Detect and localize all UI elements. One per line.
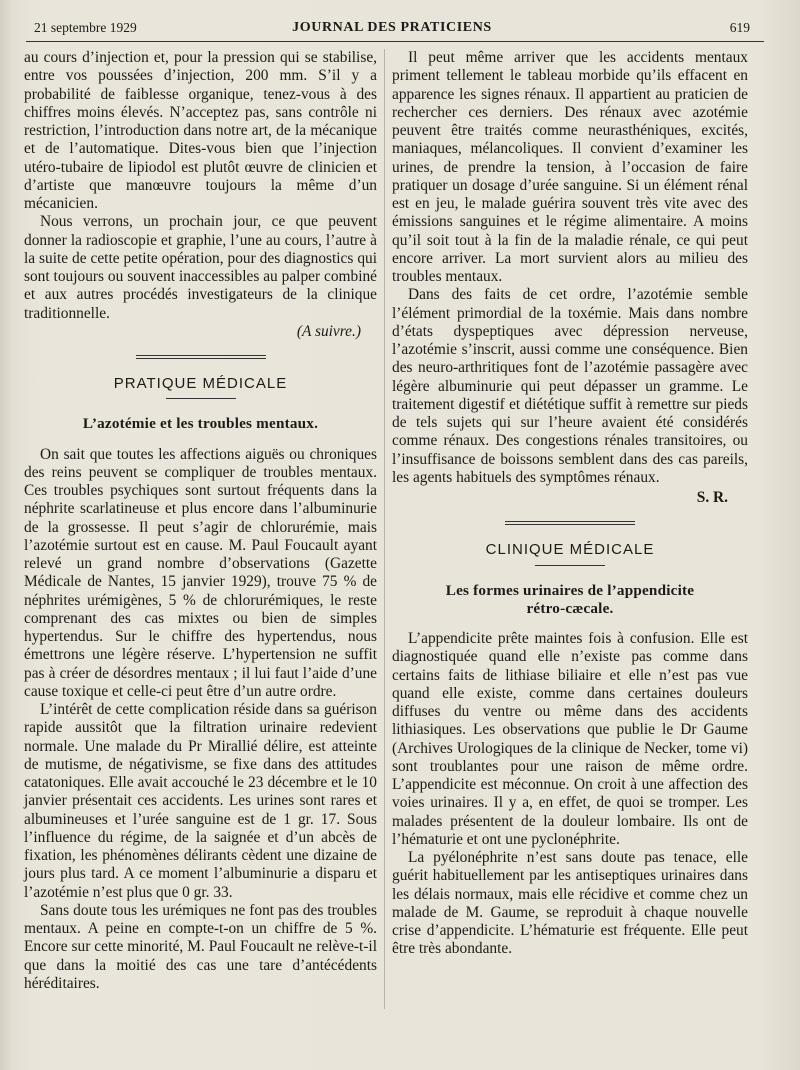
paragraph: Dans des faits de cet ordre, l’azotémie semble l’élément primordial de la toxémie. Mais dans nombre d’états dyspeptiques avec dépression nerveuse, l’azotémie s’inscrit, aussi comme une conséquence. Bien des neuro-arthritiques font de l’azotémie passagère avec légère albuminurie qui peut dépasser un gramme. Le traitement digestif et diététique suffit à remettre sur pieds de tels sujets qui sur l’heure avaient été considérés comme rénaux. Des congestions rénales transitoires, ou l’insuffisance de boissons semblent dans des cas pareils, les agents habituels des symptômes rénaux. bbox=[392, 286, 748, 486]
section-divider bbox=[505, 521, 635, 525]
article-title: L’azotémie et les troubles mentaux. bbox=[82, 415, 319, 433]
paragraph: Nous verrons, un prochain jour, ce que peuvent donner la radioscopie et graphie, l’une au cours, l’autre à la suite de cette petite opération, pour des diagnostics qui sont toujours ou souvent inaccessibles au palper combiné et aux autres procédés investigateurs de la clinique traditionnelle. bbox=[24, 213, 377, 322]
header-date: 21 septembre 1929 bbox=[34, 20, 137, 35]
page-header bbox=[34, 20, 750, 40]
paragraph: au cours d’injection et, pour la pression qui se stabilise, entre vos poussées d’injection, 200 mm. S’il y a probabilité de faiblesse organique, tenez-vous à des chiffres moins élevés. N’acceptez pas, sans contrôle ni restriction, l’introduction dans notre art, de la mécanique et de l’automatique. Dites-vous bien que l’injection utéro-tubaire de lipiodol est plutôt œuvre de clinicien et d’artiste que manœuvre toujours la même d’un mécanicien. bbox=[24, 49, 377, 212]
paragraph: La pyélonéphrite n’est sans doute pas tenace, elle guérit habituellement par les antiseptiques urinaires dans les délais normaux, mais elle récidive et comme chez un malade de M. Gaume, se reproduit à chaque nouvelle crise d’appendicite. L’hématurie est fréquente. Elle peut être très abondante. bbox=[392, 849, 748, 958]
section-divider bbox=[136, 355, 266, 359]
paragraph: Il peut même arriver que les accidents mentaux priment tellement le tableau morbide qu’ils effacent en apparence les signes rénaux. Il appartient au praticien de rechercher ces derniers. Des rénaux avec azotémie peuvent être traités comme neurasthéniques, excités, maniaques, mélancoliques. Il convient d’examiner les urines, de prendre la tension, à l’occasion de faire pratiquer un dosage d’urée sanguine. Si un élément rénal est en jeu, le malade guérira souvent très vite avec des émissions sanguines et le régime alimentaire. A moins qu’il soit tout à la fin de la maladie rénale, ce qui peut encore arriver. La mort survient alors au milieu des troubles mentaux. bbox=[392, 49, 748, 285]
article-title-line-1: Les formes urinaires de l’appendicite bbox=[445, 581, 695, 599]
right-column bbox=[392, 49, 748, 959]
left-column bbox=[24, 49, 377, 993]
section-title: CLINIQUE MÉDICALE bbox=[485, 541, 655, 559]
paragraph: Sans doute tous les urémiques ne font pas des troubles mentaux. A peine en compte-t-on un chiffre de 5 %. Encore sur cette minorité, M. Paul Foucault ne relève-t-il que dans la moitié des cas une tare d’antécédents héréditaires. bbox=[24, 901, 377, 992]
article-title-line-2: rétro-cæcale. bbox=[526, 599, 614, 617]
section-title: PRATIQUE MÉDICALE bbox=[113, 375, 288, 392]
article-title bbox=[392, 582, 748, 619]
header-rule bbox=[26, 41, 764, 42]
paragraph: L’appendicite prête maintes fois à confusion. Elle est diagnostiquée quand elle n’existe pas comme dans certains faits de lithiase biliaire et elle n’est pas vue quand elle existe, comme dans certaines douleurs diffuses du ventre ou même dans des accidents lithiasiques. Les observations que publie le Dr Gaume (Archives Urologiques de la clinique de Necker, tome vi) sont troublantes pour une raison de même ordre. L’appendicite est méconnue. On croit à une affection des voies urinaires. Il y a, en effet, de quoi se tromper. Les malades présentent de la douleur lombaire. Ils ont de l’hématurie et ont une pyclonéphrite. bbox=[392, 630, 748, 848]
paragraph: On sait que toutes les affections aiguës ou chroniques des reins peuvent se compliquer de troubles mentaux. Ces troubles psychiques sont surtout fréquents dans la néphrite scarlatineuse et plus encore dans l’albuminurie de la grossesse. Il peut s’agir de chlorurémie, mais l’azotémie surtout est en cause. M. Paul Foucault ayant relevé un grand nombre d’observations (Gazette Médicale de Nantes, 15 janvier 1929), trouve 75 % de néphrites urémigènes, 5 % de chlorurémiques, le reste comprenant des cas mixtes ou bien de simples hypertendus. Sur le chiffre des hypertendus, nous émettrons une légère réserve. L’hypertension ne suffit pas à créer de désordres mentaux ; il lui faut l’aide d’une cause toxique et celle-ci peut être d’un autre ordre. bbox=[24, 445, 377, 700]
journal-title: JOURNAL DES PRATICIENS bbox=[292, 20, 492, 35]
signature: S. R. bbox=[696, 489, 728, 506]
page-number: 619 bbox=[729, 20, 750, 35]
section-underline bbox=[535, 565, 605, 566]
section-underline bbox=[166, 398, 236, 399]
paragraph: L’intérêt de cette complication réside dans sa guérison rapide aussitôt que la filtration urinaire redevient normale. Une malade du Pr Mirallié délire, est atteinte de mutisme, de négativisme, se fixe dans des attitudes catatoniques. Elle avait accouché le 23 décembre et le 10 janvier présentait ces accidents. Les urines sont rares et albumineuses et l’urée sanguine est de 1 gr. 17. Sous l’influence du régime, de la saignée et d’un abcès de fixation, les phénomènes délirants cèdent une dizaine de jours plus tard. A ce moment l’albuminurie a disparu et l’azotémie n’est plus que 0 gr. 33. bbox=[24, 701, 377, 901]
to-be-continued: (A suivre.) bbox=[296, 322, 361, 340]
